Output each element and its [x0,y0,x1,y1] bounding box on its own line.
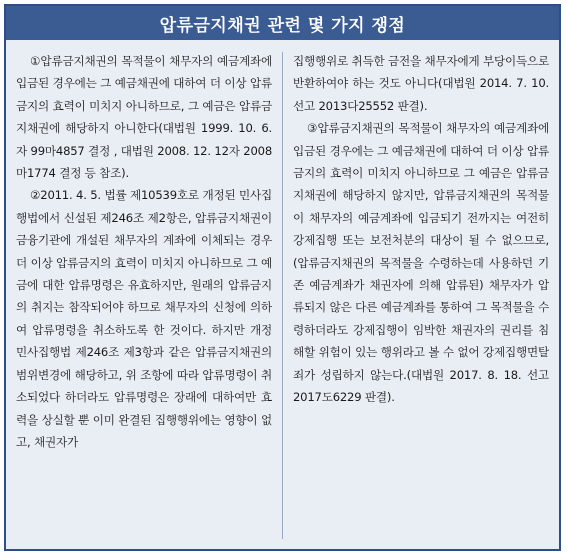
article-title: 압류금지채권 관련 몇 가지 쟁점 [159,15,406,36]
paragraph-1: ①압류금지채권의 목적물이 채무자의 예금계좌에 입금된 경우에는 그 예금채권에 대하여 더 이상 압류금지의 효력이 미치지 아니하므로, 그 예금은 압류금지채권에 해당하지 아니한다(대법원 1999. 10. 6.자 99마4857 결정 , 대법원 2008. 12. 12자 2008마1774 결정 등 참조). [16,54,272,181]
paragraph-3: ③압류금지채권의 목적물이 채무자의 예금계좌에 입금된 경우에는 그 예금채권에 대하여 더 이상 압류금지의 효력이 미치지 아니하므로 그 예금은 압류금지채권에 해당하지 않지만, 압류금지채권의 목적물이 채무자의 예금계좌에 입금되기 전까지는 여전히 강제집행 또는 보전처분의 대상이 될 수 없으므로, (압류금지채권의 목적물을 수령하는데 사용하던 기존 예금계좌가 채권자에 의해 압류된) 채무자가 압류되지 않은 다른 예금계좌를 통하여 그 목적물을 수령하더라도 강제집행이 임박한 채권자의 권리를 침해할 위험이 있는 행위라고 볼 수 없어 강제집행면탈죄가 성립하지 않는다.(대법원 2017. 8. 18. 선고 2017도6229 판결). [293,121,549,405]
left-column [16,50,272,541]
title-bar [6,6,559,40]
paragraph-2-continued: 집행행위로 취득한 금전을 채무자에게 부당이득으로 반환하여야 하는 것도 아니다(대법원 2014. 7. 10. 선고 2013다25552 판결). [293,54,549,113]
column-divider [282,52,283,539]
article-box [4,4,561,551]
article-body [6,40,559,549]
right-column [293,50,549,541]
paragraph-2: ②2011. 4. 5. 법률 제10539호로 개정된 민사집행법에서 신설된 제246조 제2항은, 압류금지채권이 금융기관에 개설된 채무자의 계좌에 이체되는 경우 더 이상 압류금지의 효력이 미치지 아니하므로 그 예금에 대한 압류명령은 유효하지만, 원래의 압류금지의 취지는 참작되어야 하므로 채무자의 신청에 의하여 압류명령을 취소하도록 한 것이다. 하지만 개정 민사집행법 제246조 제3항과 같은 압류금지채권의 범위변경에 해당하고, 위 조항에 따라 압류명령이 취소되었다 하더라도 압류명령은 장래에 대하여만 효력을 상실할 뿐 이미 완결된 집행행위에는 영향이 없고, 채권자가 [16,188,272,449]
